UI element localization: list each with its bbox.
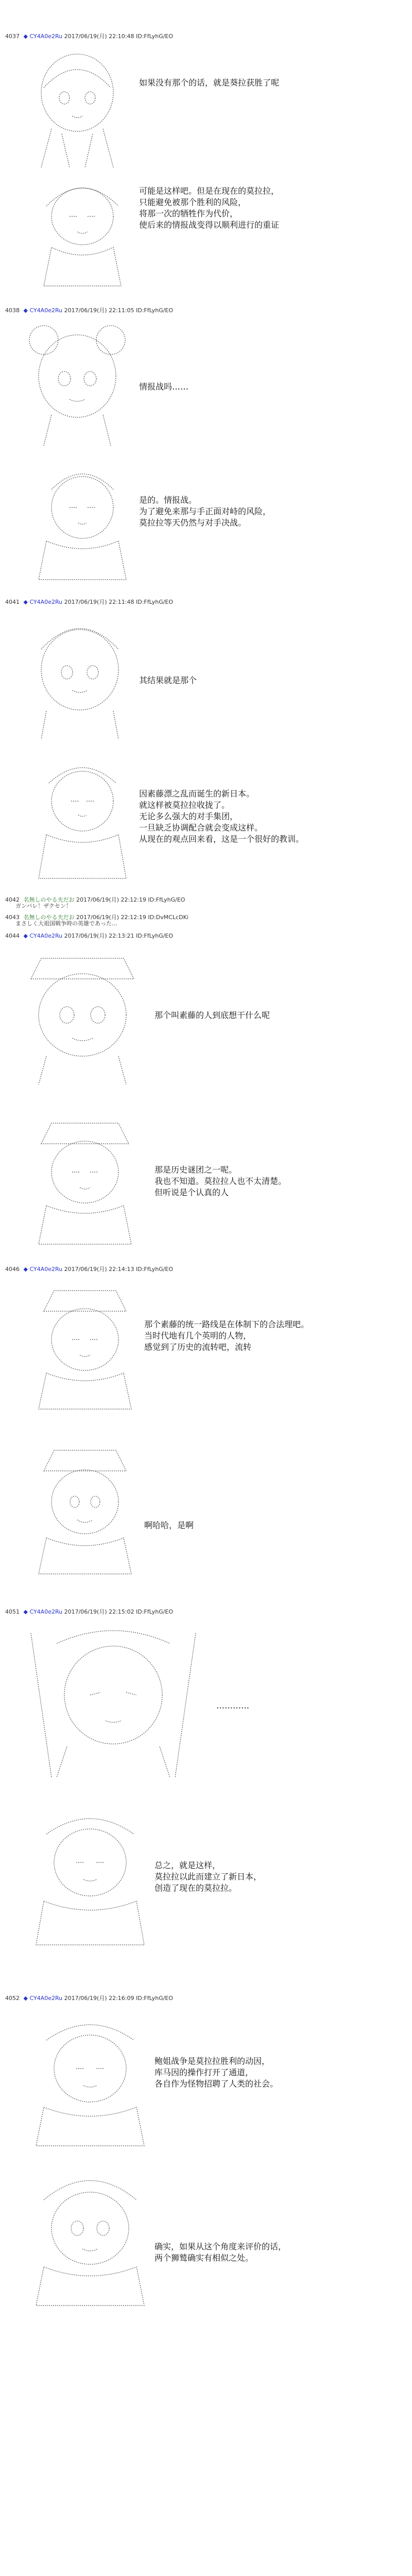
character-art bbox=[31, 1443, 139, 1577]
character-art bbox=[31, 752, 134, 881]
post-meta: 2017/06/19(月) 22:15:02 ID:FfLyhG/EO bbox=[64, 1608, 174, 1615]
dialog-text: 啊哈哈，是啊 bbox=[144, 1520, 194, 1530]
dialog-text: 如果没有那个的话，就是葵拉获胜了呢 bbox=[139, 78, 280, 88]
character-art bbox=[21, 319, 134, 448]
post-meta: 2017/06/19(月) 22:11:05 ID:FfLyhG/EO bbox=[64, 307, 174, 314]
dialog-text: ………… bbox=[216, 1701, 249, 1710]
trip-star-icon: ◆ bbox=[23, 307, 28, 314]
post-header bbox=[5, 598, 173, 606]
dialog-text: 是的。情报战。 为了避免来那与手正面对峙的风险， 莫拉拉等天仍然与对手决战。 bbox=[139, 495, 271, 528]
post-header bbox=[5, 931, 173, 940]
post-meta: 2017/06/19(月) 22:16:09 ID:FfLyhG/EO bbox=[64, 1995, 174, 2002]
character-art bbox=[31, 1283, 139, 1412]
dialog-text: 因素藤漂之乱而诞生的新日本。 就这样被莫拉拉收拢了。 无论多么强大的对手集团， 一旦缺乏协调配合就会变成这样。 从现在的观点回来看，这是一个很好的教训。 bbox=[139, 789, 304, 844]
poster-name[interactable]: CY4A0e2Ru bbox=[29, 933, 63, 939]
trip-star-icon: ◆ bbox=[23, 1608, 28, 1615]
post-number: 4041 bbox=[5, 599, 20, 605]
post-meta: 2017/06/19(月) 22:11:48 ID:FfLyhG/EO bbox=[64, 599, 174, 605]
comment-text: まさしく大祖国戦争時の英雄であった... bbox=[15, 920, 117, 927]
comment-text: ガンバレ！ザクセン！ bbox=[15, 903, 72, 909]
post-number: 4043 bbox=[5, 914, 20, 921]
post-meta: 2017/06/19(月) 22:13:21 ID:FfLyhG/EO bbox=[64, 933, 174, 939]
dialog-text: 情报战吗…… bbox=[139, 382, 189, 392]
post-header bbox=[5, 306, 173, 314]
dialog-text: 确实，如果从这个角度来评价的话， 两个狮鹫确实有相似之处。 bbox=[154, 2242, 287, 2263]
post-number: 4046 bbox=[5, 1266, 20, 1273]
trip-star-icon: ◆ bbox=[23, 33, 28, 40]
poster-name[interactable]: CY4A0e2Ru bbox=[29, 307, 63, 314]
trip-star-icon: ◆ bbox=[23, 1266, 28, 1273]
character-art bbox=[31, 2009, 149, 2148]
post-meta: 2017/06/19(月) 22:12:19 ID:DvMCLcDKi bbox=[76, 914, 188, 921]
character-art bbox=[31, 1803, 149, 1947]
character-art bbox=[31, 2164, 149, 2308]
character-art bbox=[31, 459, 134, 582]
post-number: 4052 bbox=[5, 1995, 20, 2002]
character-art bbox=[21, 613, 139, 742]
character-art bbox=[21, 948, 144, 1087]
trip-star-icon: ◆ bbox=[23, 1995, 28, 2002]
dialog-text: 其结果就是那个 bbox=[139, 675, 197, 685]
character-art bbox=[21, 1623, 206, 1777]
poster-name[interactable]: 名無しのやる夫だお bbox=[23, 914, 75, 921]
poster-name[interactable]: CY4A0e2Ru bbox=[29, 1995, 63, 2002]
post-number: 4042 bbox=[5, 896, 20, 903]
poster-name[interactable]: CY4A0e2Ru bbox=[29, 33, 63, 40]
poster-name[interactable]: CY4A0e2Ru bbox=[29, 1608, 63, 1615]
post-meta: 2017/06/19(月) 22:14:13 ID:FfLyhG/EO bbox=[64, 1266, 174, 1273]
post-number: 4038 bbox=[5, 307, 20, 314]
trip-star-icon: ◆ bbox=[23, 599, 28, 605]
character-art bbox=[21, 46, 134, 170]
dialog-text: 那个叫素藤的人到底想干什么呢 bbox=[154, 1010, 270, 1020]
dialog-text: 总之，就是这样， 莫拉拉以此而建立了新日本， 创造了现在的莫拉拉。 bbox=[154, 1860, 262, 1893]
post-header bbox=[5, 32, 173, 40]
poster-name[interactable]: 名無しのやる夫だお bbox=[23, 896, 75, 903]
poster-name[interactable]: CY4A0e2Ru bbox=[29, 599, 63, 605]
trip-star-icon: ◆ bbox=[23, 933, 28, 939]
post-header bbox=[5, 1265, 173, 1273]
dialog-text: 可能是这样吧。但是在现在的莫拉拉， 只能避免被那个胜利的风险， 将那一次的牺牲作为代价， 使后来的情报战变得以顺利进行的重证 bbox=[139, 186, 280, 230]
post-header bbox=[5, 1607, 173, 1616]
dialog-text: 那是历史谜团之一呢。 我也不知道。莫拉拉人也不太清楚。 但听说是个认真的人 bbox=[154, 1165, 287, 1197]
poster-name[interactable]: CY4A0e2Ru bbox=[29, 1266, 63, 1273]
post-meta: 2017/06/19(月) 22:12:19 ID:FfLyhG/EO bbox=[76, 896, 185, 903]
post-number: 4044 bbox=[5, 933, 20, 939]
post-meta: 2017/06/19(月) 22:10:48 ID:FfLyhG/EO bbox=[64, 33, 174, 40]
dialog-text: 鲍姐战争是莫拉拉胜利的动因， 库马因的操作打开了通道， 各自作为怪物招聘了人类的社会。 bbox=[154, 2056, 279, 2089]
post-number: 4037 bbox=[5, 33, 20, 40]
character-art bbox=[31, 170, 134, 289]
post-header bbox=[5, 1994, 173, 2002]
post-number: 4051 bbox=[5, 1608, 20, 1615]
dialog-text: 那个素藤的统一路线是在体制下的合法理吧。 当时代地有几个英明的人物， 感觉到了历史的流转吧，流转 bbox=[144, 1319, 310, 1352]
character-art bbox=[31, 1113, 139, 1247]
